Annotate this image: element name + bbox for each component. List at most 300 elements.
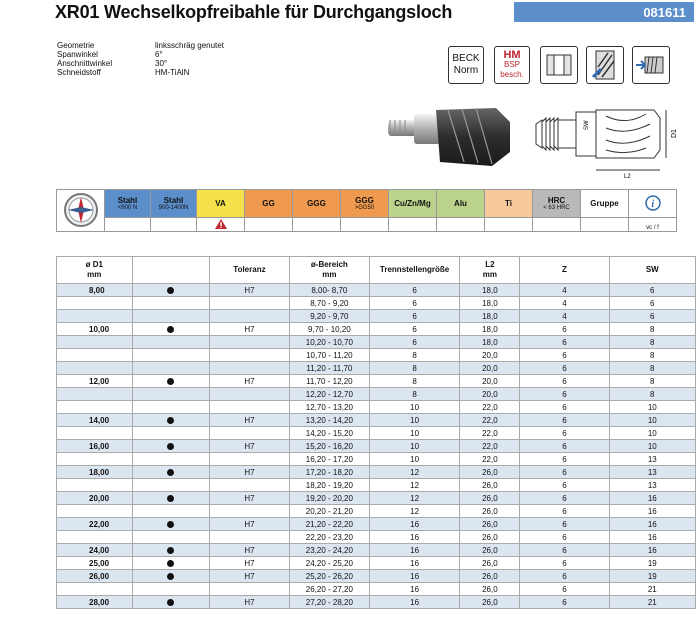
cell-d1 (57, 583, 133, 596)
material-sub: <900 N (117, 205, 138, 211)
cell-dot (132, 453, 209, 466)
cell-dot (132, 570, 209, 583)
cell-z: 6 (520, 440, 609, 453)
available-dot-icon (167, 378, 174, 385)
cell-range: 23,20 - 24,20 (289, 544, 369, 557)
cell-tol: H7 (209, 375, 289, 388)
material-cell (341, 190, 389, 218)
cell-l2: 26,0 (460, 492, 520, 505)
material-label: HRC (547, 196, 566, 205)
cell-tol (209, 310, 289, 323)
cell-dot (132, 440, 209, 453)
cell-dot (132, 414, 209, 427)
article-number-badge: 081611 (514, 2, 694, 22)
cell-sw: 13 (609, 479, 695, 492)
cell-d1 (57, 531, 133, 544)
cell-range: 27,20 - 28,20 (289, 596, 369, 609)
property-value: 30° (155, 59, 168, 68)
cell-trenn: 6 (369, 336, 460, 349)
cell-l2: 26,0 (460, 531, 520, 544)
cell-z: 6 (520, 492, 609, 505)
cell-sw: 21 (609, 583, 695, 596)
material-rating-cell (485, 218, 533, 232)
cell-dot (132, 310, 209, 323)
cell-dot (132, 492, 209, 505)
cell-sw: 19 (609, 557, 695, 570)
cell-sw: 8 (609, 375, 695, 388)
material-cell (485, 190, 533, 218)
cell-l2: 22,0 (460, 401, 520, 414)
cell-dot (132, 557, 209, 570)
cell-z: 6 (520, 570, 609, 583)
material-cell (197, 190, 245, 218)
material-label: Alu (454, 199, 467, 208)
cell-range: 12,20 - 12,70 (289, 388, 369, 401)
cell-sw: 6 (609, 310, 695, 323)
table-row (57, 479, 696, 492)
beck-norm-badge (448, 46, 484, 84)
cell-d1 (57, 453, 133, 466)
cell-sw: 16 (609, 505, 695, 518)
cell-l2: 18,0 (460, 323, 520, 336)
cell-dot (132, 427, 209, 440)
available-dot-icon (167, 326, 174, 333)
cell-trenn: 12 (369, 466, 460, 479)
material-rating-cell (105, 218, 151, 232)
norm-label: Norm (453, 65, 479, 76)
cell-z: 6 (520, 349, 609, 362)
dimension-table (56, 256, 696, 609)
cell-z: 6 (520, 505, 609, 518)
table-row (57, 310, 696, 323)
material-cell (437, 190, 485, 218)
cell-trenn: 12 (369, 492, 460, 505)
cell-tol (209, 427, 289, 440)
cell-dot (132, 336, 209, 349)
cell-d1: 20,00 (57, 492, 133, 505)
property-key: Spanwinkel (57, 50, 98, 59)
cell-range: 18,20 - 19,20 (289, 479, 369, 492)
cell-tol: H7 (209, 466, 289, 479)
available-dot-icon (167, 417, 174, 424)
table-row (57, 427, 696, 440)
cell-l2: 20,0 (460, 362, 520, 375)
cell-tol: H7 (209, 284, 289, 297)
cell-d1: 12,00 (57, 375, 133, 388)
cell-z: 4 (520, 297, 609, 310)
column-header: ø D1 mm (57, 257, 133, 284)
cell-sw: 13 (609, 453, 695, 466)
cell-dot (132, 583, 209, 596)
cell-range: 26,20 - 27,20 (289, 583, 369, 596)
cell-l2: 22,0 (460, 440, 520, 453)
cell-l2: 18,0 (460, 297, 520, 310)
property-value: linksschräg genutet (155, 41, 224, 50)
cell-tol (209, 388, 289, 401)
cell-trenn: 16 (369, 570, 460, 583)
material-rating-cell (389, 218, 437, 232)
cell-tol (209, 362, 289, 375)
cell-d1: 22,00 (57, 518, 133, 531)
product-photo (386, 100, 516, 172)
cell-z: 6 (520, 323, 609, 336)
cell-l2: 22,0 (460, 453, 520, 466)
coated-label: besch. (500, 70, 524, 79)
table-row (57, 323, 696, 336)
cell-d1: 28,00 (57, 596, 133, 609)
cell-sw: 10 (609, 427, 695, 440)
cell-d1: 24,00 (57, 544, 133, 557)
compass-logo (57, 190, 105, 232)
material-sub: < 63 HRC (543, 205, 570, 211)
cell-l2: 26,0 (460, 505, 520, 518)
column-header: ø-Bereich mm (289, 257, 369, 284)
cell-tol: H7 (209, 492, 289, 505)
cell-range: 19,20 - 20,20 (289, 492, 369, 505)
cell-z: 6 (520, 388, 609, 401)
cell-trenn: 16 (369, 531, 460, 544)
cell-dot (132, 284, 209, 297)
cell-range: 11,70 - 12,20 (289, 375, 369, 388)
cell-sw: 6 (609, 284, 695, 297)
property-value: 6° (155, 50, 163, 59)
cell-tol (209, 349, 289, 362)
beck-label: BECK (452, 53, 480, 64)
exchange-head-icon (632, 46, 670, 84)
property-row (57, 50, 224, 59)
cell-range: 12,70 - 13,20 (289, 401, 369, 414)
cell-trenn: 8 (369, 388, 460, 401)
cell-dot (132, 388, 209, 401)
cell-sw: 8 (609, 388, 695, 401)
cell-z: 6 (520, 427, 609, 440)
cell-dot (132, 349, 209, 362)
cell-range: 11,20 - 11,70 (289, 362, 369, 375)
cell-tol (209, 453, 289, 466)
available-dot-icon (167, 443, 174, 450)
material-label: Gruppe (590, 199, 619, 208)
cell-sw: 6 (609, 297, 695, 310)
cell-d1: 25,00 (57, 557, 133, 570)
cell-l2: 18,0 (460, 310, 520, 323)
cell-tol (209, 401, 289, 414)
table-row (57, 583, 696, 596)
table-row (57, 414, 696, 427)
material-label: GG (262, 199, 275, 208)
material-label: Ti (505, 199, 512, 208)
cell-tol: H7 (209, 440, 289, 453)
cell-d1 (57, 297, 133, 310)
cell-dot (132, 596, 209, 609)
d1-label: D1 (671, 129, 678, 138)
hm-label: HM (503, 49, 521, 61)
material-cell (245, 190, 293, 218)
cell-trenn: 10 (369, 440, 460, 453)
cell-tol: H7 (209, 323, 289, 336)
cell-trenn: 16 (369, 544, 460, 557)
available-dot-icon (167, 599, 174, 606)
property-row (57, 41, 224, 50)
cell-sw: 16 (609, 544, 695, 557)
cell-d1: 26,00 (57, 570, 133, 583)
page-title: XR01 Wechselkopfreibahle für Durchgangsloch (55, 2, 453, 22)
table-row (57, 518, 696, 531)
material-label: GGG (355, 196, 374, 205)
cell-d1: 10,00 (57, 323, 133, 336)
cell-z: 6 (520, 466, 609, 479)
cell-l2: 26,0 (460, 544, 520, 557)
available-dot-icon (167, 573, 174, 580)
cell-tol: H7 (209, 557, 289, 570)
cell-tol: H7 (209, 596, 289, 609)
l2-label: L2 (624, 174, 631, 180)
material-cell (105, 190, 151, 218)
material-label: Stahl (117, 196, 138, 205)
cell-l2: 22,0 (460, 427, 520, 440)
cell-dot (132, 505, 209, 518)
through-hole-icon (540, 46, 578, 84)
cell-d1 (57, 427, 133, 440)
cell-trenn: 8 (369, 362, 460, 375)
material-cell (293, 190, 341, 218)
cell-z: 6 (520, 518, 609, 531)
cell-d1 (57, 310, 133, 323)
cell-dot (132, 401, 209, 414)
cell-trenn: 10 (369, 427, 460, 440)
left-helix-icon (586, 46, 624, 84)
property-row (57, 59, 224, 68)
cell-tol: H7 (209, 518, 289, 531)
table-row (57, 570, 696, 583)
material-rating-cell (293, 218, 341, 232)
cell-z: 6 (520, 401, 609, 414)
cell-range: 25,20 - 26,20 (289, 570, 369, 583)
table-row (57, 531, 696, 544)
column-header: Trennstellengröße (369, 257, 460, 284)
cell-z: 4 (520, 284, 609, 297)
cell-trenn: 16 (369, 557, 460, 570)
cell-z: 6 (520, 336, 609, 349)
cell-range: 8,00- 8,70 (289, 284, 369, 297)
material-rating-cell (533, 218, 581, 232)
cell-range: 15,20 - 16,20 (289, 440, 369, 453)
material-cell (581, 190, 629, 218)
cell-tol: H7 (209, 570, 289, 583)
cell-dot (132, 297, 209, 310)
available-dot-icon (167, 547, 174, 554)
cell-z: 6 (520, 596, 609, 609)
property-row (57, 68, 224, 77)
cell-range: 20,20 - 21,20 (289, 505, 369, 518)
cell-d1 (57, 505, 133, 518)
cell-sw: 16 (609, 518, 695, 531)
cell-range: 22,20 - 23,20 (289, 531, 369, 544)
cell-l2: 18,0 (460, 336, 520, 349)
table-row (57, 544, 696, 557)
cell-range: 24,20 - 25,20 (289, 557, 369, 570)
cell-tol: H7 (209, 414, 289, 427)
material-rating-cell (581, 218, 629, 232)
cell-z: 6 (520, 479, 609, 492)
cell-l2: 26,0 (460, 596, 520, 609)
cell-range: 21,20 - 22,20 (289, 518, 369, 531)
cell-sw: 8 (609, 336, 695, 349)
cell-d1 (57, 479, 133, 492)
cell-tol (209, 531, 289, 544)
cell-sw: 16 (609, 531, 695, 544)
available-dot-icon (167, 287, 174, 294)
cell-trenn: 16 (369, 596, 460, 609)
cell-range: 9,70 - 10,20 (289, 323, 369, 336)
cell-trenn: 12 (369, 479, 460, 492)
available-dot-icon (167, 521, 174, 528)
column-header: L2 mm (460, 257, 520, 284)
info-icon[interactable] (645, 195, 661, 211)
cell-tol (209, 336, 289, 349)
cell-l2: 20,0 (460, 388, 520, 401)
cell-trenn: 8 (369, 375, 460, 388)
cell-l2: 20,0 (460, 375, 520, 388)
bsp-label: BSP (503, 60, 520, 69)
cell-l2: 18,0 (460, 284, 520, 297)
cell-range: 17,20 - 18,20 (289, 466, 369, 479)
material-sub: >GG50 (354, 205, 375, 211)
material-table (56, 189, 677, 232)
cell-tol (209, 297, 289, 310)
material-rating-cell (341, 218, 389, 232)
material-cell (389, 190, 437, 218)
cell-trenn: 12 (369, 505, 460, 518)
cell-z: 6 (520, 531, 609, 544)
sw-label: SW (584, 120, 590, 130)
cell-trenn: 6 (369, 310, 460, 323)
cell-trenn: 10 (369, 453, 460, 466)
cell-l2: 26,0 (460, 557, 520, 570)
property-key: Anschnittwinkel (57, 59, 113, 68)
cell-range: 8,70 - 9,20 (289, 297, 369, 310)
table-row (57, 492, 696, 505)
cell-d1: 16,00 (57, 440, 133, 453)
technical-drawing (526, 100, 694, 180)
cell-dot (132, 323, 209, 336)
cell-z: 6 (520, 362, 609, 375)
cell-tol: H7 (209, 544, 289, 557)
material-rating-cell (197, 218, 245, 232)
cell-range: 13,20 - 14,20 (289, 414, 369, 427)
column-header (132, 257, 209, 284)
cell-sw: 19 (609, 570, 695, 583)
table-row (57, 388, 696, 401)
material-rating-cell (245, 218, 293, 232)
table-row (57, 375, 696, 388)
cell-d1: 8,00 (57, 284, 133, 297)
cell-sw: 21 (609, 596, 695, 609)
cell-sw: 16 (609, 492, 695, 505)
cell-z: 6 (520, 583, 609, 596)
property-value: HM-TiAlN (155, 68, 190, 77)
cell-range: 9,20 - 9,70 (289, 310, 369, 323)
cell-trenn: 6 (369, 284, 460, 297)
cell-tol (209, 583, 289, 596)
table-row (57, 297, 696, 310)
cell-l2: 26,0 (460, 479, 520, 492)
table-row (57, 336, 696, 349)
cell-dot (132, 544, 209, 557)
cell-range: 16,20 - 17,20 (289, 453, 369, 466)
table-row (57, 440, 696, 453)
property-key: Schneidstoff (57, 68, 101, 77)
material-label: Stahl (163, 196, 184, 205)
cell-range: 10,70 - 11,20 (289, 349, 369, 362)
cell-range: 14,20 - 15,20 (289, 427, 369, 440)
available-dot-icon (167, 495, 174, 502)
cell-l2: 22,0 (460, 414, 520, 427)
column-header: Toleranz (209, 257, 289, 284)
cell-trenn: 6 (369, 297, 460, 310)
property-list (57, 41, 224, 77)
table-row (57, 466, 696, 479)
cell-dot (132, 466, 209, 479)
table-row (57, 284, 696, 297)
cell-d1: 18,00 (57, 466, 133, 479)
cell-trenn: 16 (369, 583, 460, 596)
table-row (57, 362, 696, 375)
cell-tol (209, 505, 289, 518)
cell-l2: 26,0 (460, 466, 520, 479)
cell-d1: 14,00 (57, 414, 133, 427)
column-header: SW (609, 257, 695, 284)
material-rating-cell (151, 218, 197, 232)
table-row (57, 453, 696, 466)
table-row (57, 596, 696, 609)
svg-text:i: i (650, 198, 654, 210)
cell-z: 6 (520, 544, 609, 557)
cell-d1 (57, 401, 133, 414)
cell-z: 6 (520, 414, 609, 427)
property-key: Geometrie (57, 41, 95, 50)
cell-l2: 26,0 (460, 518, 520, 531)
cell-l2: 26,0 (460, 583, 520, 596)
material-cell (629, 190, 677, 218)
cell-d1 (57, 388, 133, 401)
table-row (57, 557, 696, 570)
available-dot-icon (167, 469, 174, 476)
cell-tol (209, 479, 289, 492)
table-row (57, 505, 696, 518)
cell-dot (132, 518, 209, 531)
cell-trenn: 10 (369, 414, 460, 427)
cell-d1 (57, 362, 133, 375)
material-rating-cell: vc / f (629, 218, 677, 232)
cell-sw: 10 (609, 401, 695, 414)
material-cell (151, 190, 197, 218)
warning-icon (215, 219, 227, 229)
cell-dot (132, 479, 209, 492)
column-header: Z (520, 257, 609, 284)
cell-l2: 20,0 (460, 349, 520, 362)
material-rating-cell (437, 218, 485, 232)
cell-trenn: 10 (369, 401, 460, 414)
cell-z: 6 (520, 557, 609, 570)
cell-dot (132, 531, 209, 544)
material-sub: 900-1400N (158, 205, 189, 211)
cell-sw: 10 (609, 440, 695, 453)
cell-range: 10,20 - 10,70 (289, 336, 369, 349)
cell-sw: 8 (609, 323, 695, 336)
cell-z: 6 (520, 375, 609, 388)
cell-d1 (57, 336, 133, 349)
table-row (57, 401, 696, 414)
